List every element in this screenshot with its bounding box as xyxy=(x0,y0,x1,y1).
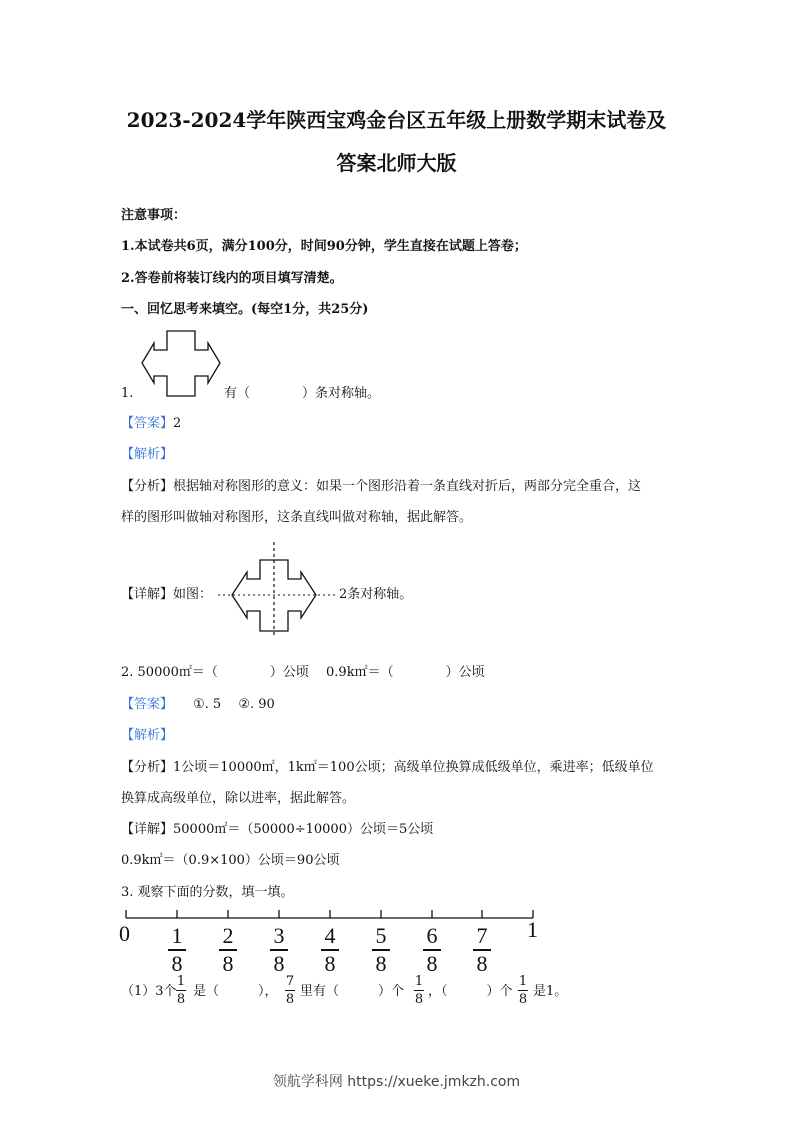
q2-fenxi-line2: 换算成高级单位，除以进率，据此解答。 xyxy=(121,791,356,806)
symmetry-axes-figure xyxy=(216,540,340,636)
number-line-fraction: 5 8 xyxy=(369,925,393,975)
q1-answer-tag: 【答案】 xyxy=(121,416,174,431)
number-line-fraction: 4 8 xyxy=(318,925,342,975)
cross-arrow-figure xyxy=(140,330,222,398)
q3-sub1-part5: 是1。 xyxy=(533,984,568,999)
q1-analysis-tag: 【解析】 xyxy=(121,447,174,462)
notice-item-1: 1.本试卷共6页，满分100分，时间90分钟，学生直接在试题上答卷； xyxy=(121,239,527,254)
number-line-fraction: 6 8 xyxy=(420,925,444,975)
q3-sub1-fraction-1: 1 8 xyxy=(176,974,186,1007)
notice-heading: 注意事项： xyxy=(121,208,187,223)
q3-sub1-fraction-3: 1 8 xyxy=(414,974,424,1007)
q3-sub1-fraction-4: 1 8 xyxy=(518,974,528,1007)
q1-fenxi-tag: 【分析】 xyxy=(121,479,174,494)
q2-detail-tag: 【详解】 xyxy=(121,822,174,837)
q3-sub1-part4: ，（ ）个 xyxy=(428,984,513,999)
q2-analysis-tag: 【解析】 xyxy=(121,728,174,743)
footer-watermark: 领航学科网 https://xueke.jmkzh.com xyxy=(272,1074,521,1090)
number-line-end-label: 1 xyxy=(527,917,538,942)
q1-detail-prefix: 如图： xyxy=(173,587,213,602)
q1-detail-tag: 【详解】 xyxy=(121,587,174,602)
q1-answer: 2 xyxy=(173,416,182,431)
q2-fenxi-tag: 【分析】 xyxy=(121,760,174,775)
number-line-fraction: 3 8 xyxy=(267,925,291,975)
q3-question: 3. 观察下面的分数，填一填。 xyxy=(121,885,294,900)
section-1-heading: 一、回忆思考来填空。(每空1分，共25分) xyxy=(121,302,369,317)
notice-item-2: 2.答卷前将装订线内的项目填写清楚。 xyxy=(121,271,343,286)
q2-detail-line1: 50000㎡＝（50000÷10000）公顷＝5公顷 xyxy=(173,822,434,837)
q1-fenxi-line1: 根据轴对称图形的意义：如果一个图形沿着一条直线对折后，两部分完全重合，这 xyxy=(173,479,642,494)
q1-question: 有（ ）条对称轴。 xyxy=(224,386,381,401)
q1-number: 1. xyxy=(121,386,134,401)
q3-sub1-fraction-2: 7 8 xyxy=(285,974,295,1007)
q3-sub1-part1: （1）3个 xyxy=(121,984,177,999)
number-line-fraction: 2 8 xyxy=(216,925,240,975)
q2-detail-line2: 0.9k㎡＝（0.9×100）公顷＝90公顷 xyxy=(121,853,340,868)
number-line-start-label: 0 xyxy=(119,921,130,946)
q2-fenxi-line1: 1公顷＝10000㎡，1k㎡＝100公顷；高级单位换算成低级单位，乘进率；低级单位 xyxy=(173,760,654,775)
q2-answer: ①. 5 ②. 90 xyxy=(193,697,275,712)
q1-fenxi-line2: 样的图形叫做轴对称图形，这条直线叫做对称轴，据此解答。 xyxy=(121,510,473,525)
number-line-fraction: 7 8 xyxy=(470,925,494,975)
q2-question: 2. 50000㎡＝（ ）公顷 0.9k㎡＝（ ）公顷 xyxy=(121,665,485,680)
page-title-line1: 2023-2024学年陕西宝鸡金台区五年级上册数学期末试卷及 xyxy=(126,108,667,132)
q2-answer-tag: 【答案】 xyxy=(121,697,174,712)
number-line-fraction: 1 8 xyxy=(165,925,189,975)
q3-sub1-part2: 是（ ）， xyxy=(193,984,278,999)
q3-sub1-part3: 里有（ ）个 xyxy=(300,984,405,999)
q1-detail-suffix: 2条对称轴。 xyxy=(339,587,413,602)
page-title-line2: 答案北师大版 xyxy=(336,151,457,175)
